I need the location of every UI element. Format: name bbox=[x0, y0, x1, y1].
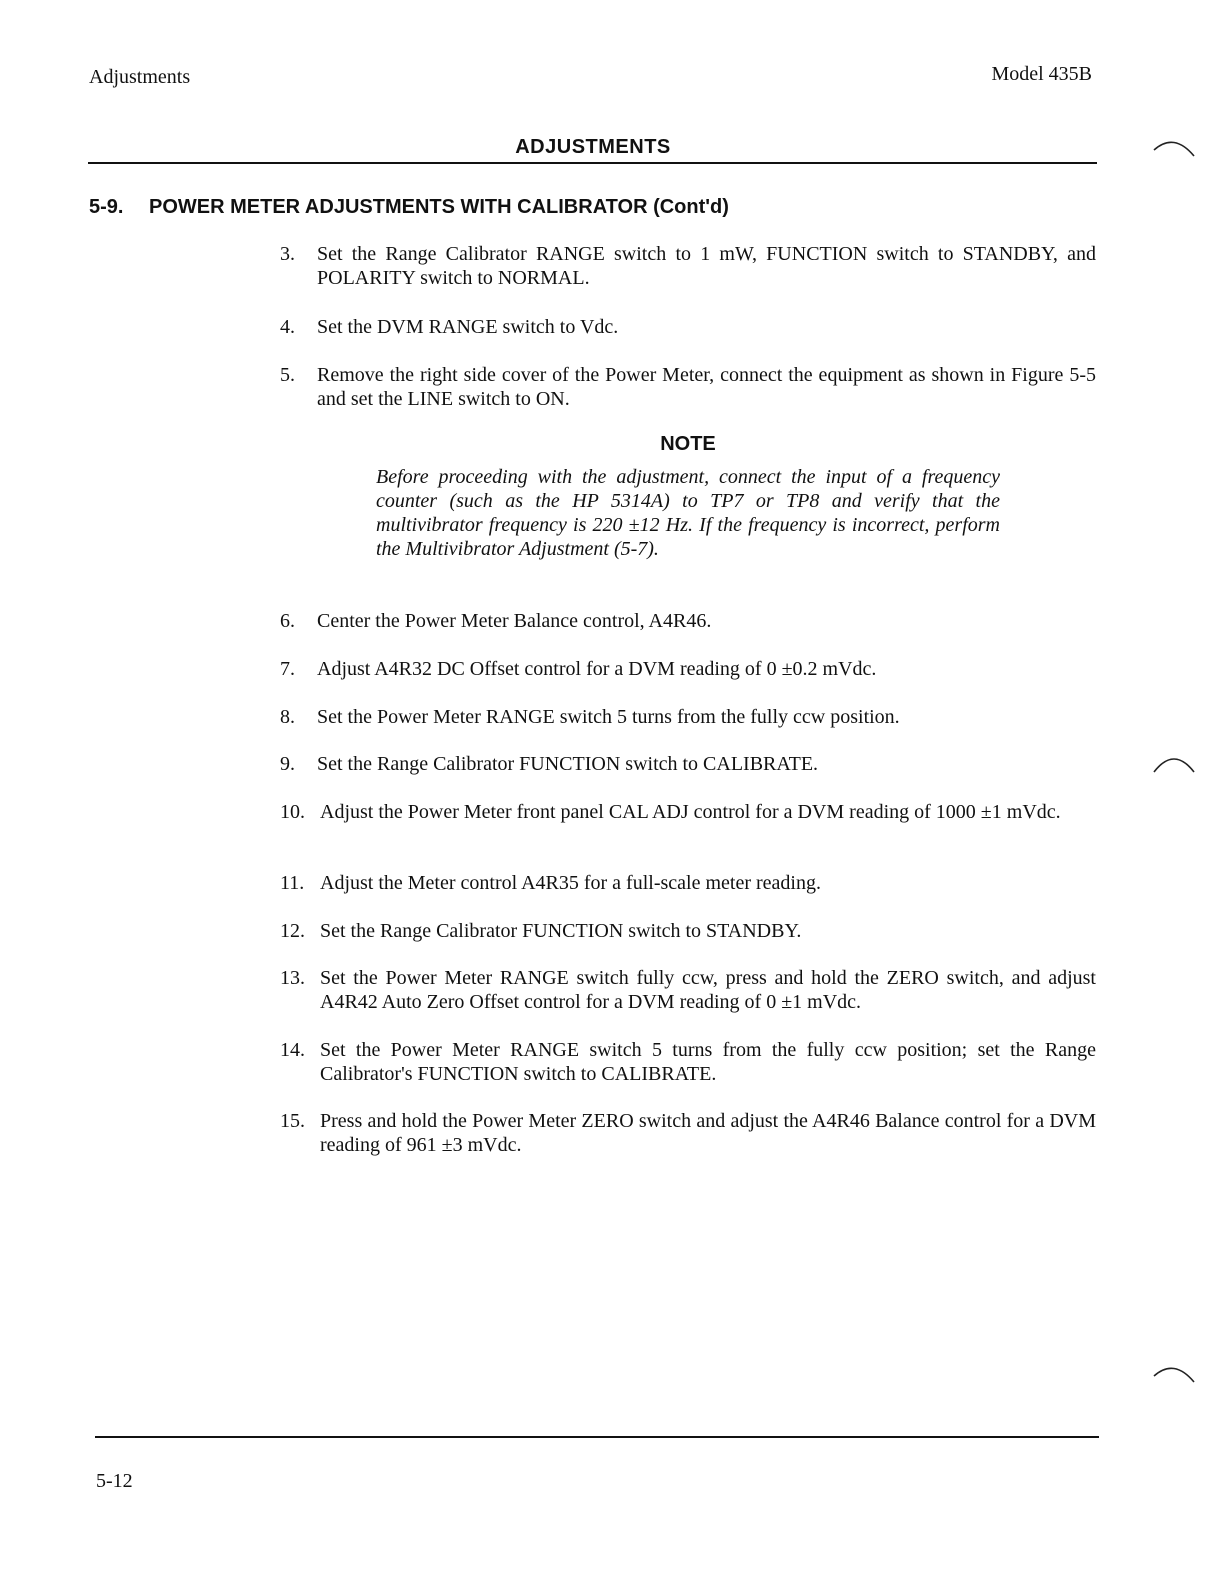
step-number: 6. bbox=[280, 610, 295, 632]
step-item bbox=[280, 1038, 1096, 1086]
step-number: 14. bbox=[280, 1039, 305, 1061]
step-number: 12. bbox=[280, 920, 305, 942]
subsection-number: 5-9. bbox=[89, 196, 124, 218]
step-item bbox=[280, 800, 1096, 824]
step-text: Press and hold the Power Meter ZERO switch and adjust the A4R46 Balance control for a DVM reading of 961 ±3 mVdc. bbox=[320, 1110, 1096, 1156]
bottom-divider bbox=[95, 1436, 1099, 1438]
step-item bbox=[280, 919, 1096, 943]
step-item bbox=[280, 752, 1096, 776]
step-text: Adjust the Meter control A4R35 for a full-scale meter reading. bbox=[320, 872, 821, 894]
step-item bbox=[280, 871, 1096, 895]
subsection-heading bbox=[89, 196, 729, 219]
step-number: 11. bbox=[280, 872, 305, 894]
step-number: 7. bbox=[280, 658, 295, 680]
binder-hole-mark bbox=[1152, 752, 1196, 774]
step-number: 10. bbox=[280, 801, 305, 823]
step-text: Set the Power Meter RANGE switch 5 turns from the fully ccw position. bbox=[317, 706, 900, 728]
step-number: 3. bbox=[280, 243, 295, 265]
step-text: Set the Power Meter RANGE switch 5 turns from the fully ccw position; set the Range Calibrator's FUNCTION switch to CALIBRATE. bbox=[320, 1039, 1096, 1085]
step-text: Center the Power Meter Balance control, A4R46. bbox=[317, 610, 712, 632]
step-item bbox=[280, 363, 1096, 411]
step-number: 15. bbox=[280, 1110, 305, 1132]
section-title: ADJUSTMENTS bbox=[515, 136, 671, 158]
step-number: 5. bbox=[280, 364, 295, 386]
step-text: Adjust the Power Meter front panel CAL ADJ control for a DVM reading of 1000 ±1 mVdc. bbox=[320, 801, 1061, 823]
step-item bbox=[280, 966, 1096, 1014]
subsection-title: POWER METER ADJUSTMENTS WITH CALIBRATOR (Cont'd) bbox=[149, 196, 729, 218]
note-body: Before proceeding with the adjustment, connect the input of a frequency counter (such as the HP 5314A) to TP7 or TP8 and verify that the multivibrator frequency is 220 ±12 Hz. If the frequency is incorrect, perform the Multivibrator Adjustment (5-7). bbox=[376, 466, 1000, 560]
step-text: Remove the right side cover of the Power Meter, connect the equipment as shown in Figure 5-5 and set the LINE switch to ON. bbox=[317, 364, 1096, 410]
step-item bbox=[280, 705, 1096, 729]
header-section-label: Adjustments bbox=[89, 66, 191, 88]
page-number: 5-12 bbox=[96, 1470, 133, 1492]
note-title: NOTE bbox=[660, 433, 716, 455]
step-item bbox=[280, 242, 1096, 290]
binder-hole-mark bbox=[1152, 136, 1196, 158]
step-item bbox=[280, 609, 1096, 633]
header-model-label: Model 435B bbox=[991, 63, 1092, 85]
step-text: Set the Power Meter RANGE switch fully ccw, press and hold the ZERO switch, and adjust A4R42 Auto Zero Offset control for a DVM reading of 0 ±1 mVdc. bbox=[320, 967, 1096, 1013]
step-number: 8. bbox=[280, 706, 295, 728]
binder-hole-mark bbox=[1152, 1362, 1196, 1384]
step-text: Set the DVM RANGE switch to Vdc. bbox=[317, 316, 619, 338]
step-item bbox=[280, 657, 1096, 681]
top-divider bbox=[88, 162, 1097, 164]
step-item bbox=[280, 315, 1096, 339]
step-text: Set the Range Calibrator FUNCTION switch to CALIBRATE. bbox=[317, 753, 819, 775]
step-number: 13. bbox=[280, 967, 305, 989]
step-text: Adjust A4R32 DC Offset control for a DVM reading of 0 ±0.2 mVdc. bbox=[317, 658, 877, 680]
step-text: Set the Range Calibrator FUNCTION switch to STANDBY. bbox=[320, 920, 802, 942]
step-number: 4. bbox=[280, 316, 295, 338]
step-item bbox=[280, 1109, 1096, 1157]
step-text: Set the Range Calibrator RANGE switch to 1 mW, FUNCTION switch to STANDBY, and POLARITY switch to NORMAL. bbox=[317, 243, 1096, 289]
step-number: 9. bbox=[280, 753, 295, 775]
